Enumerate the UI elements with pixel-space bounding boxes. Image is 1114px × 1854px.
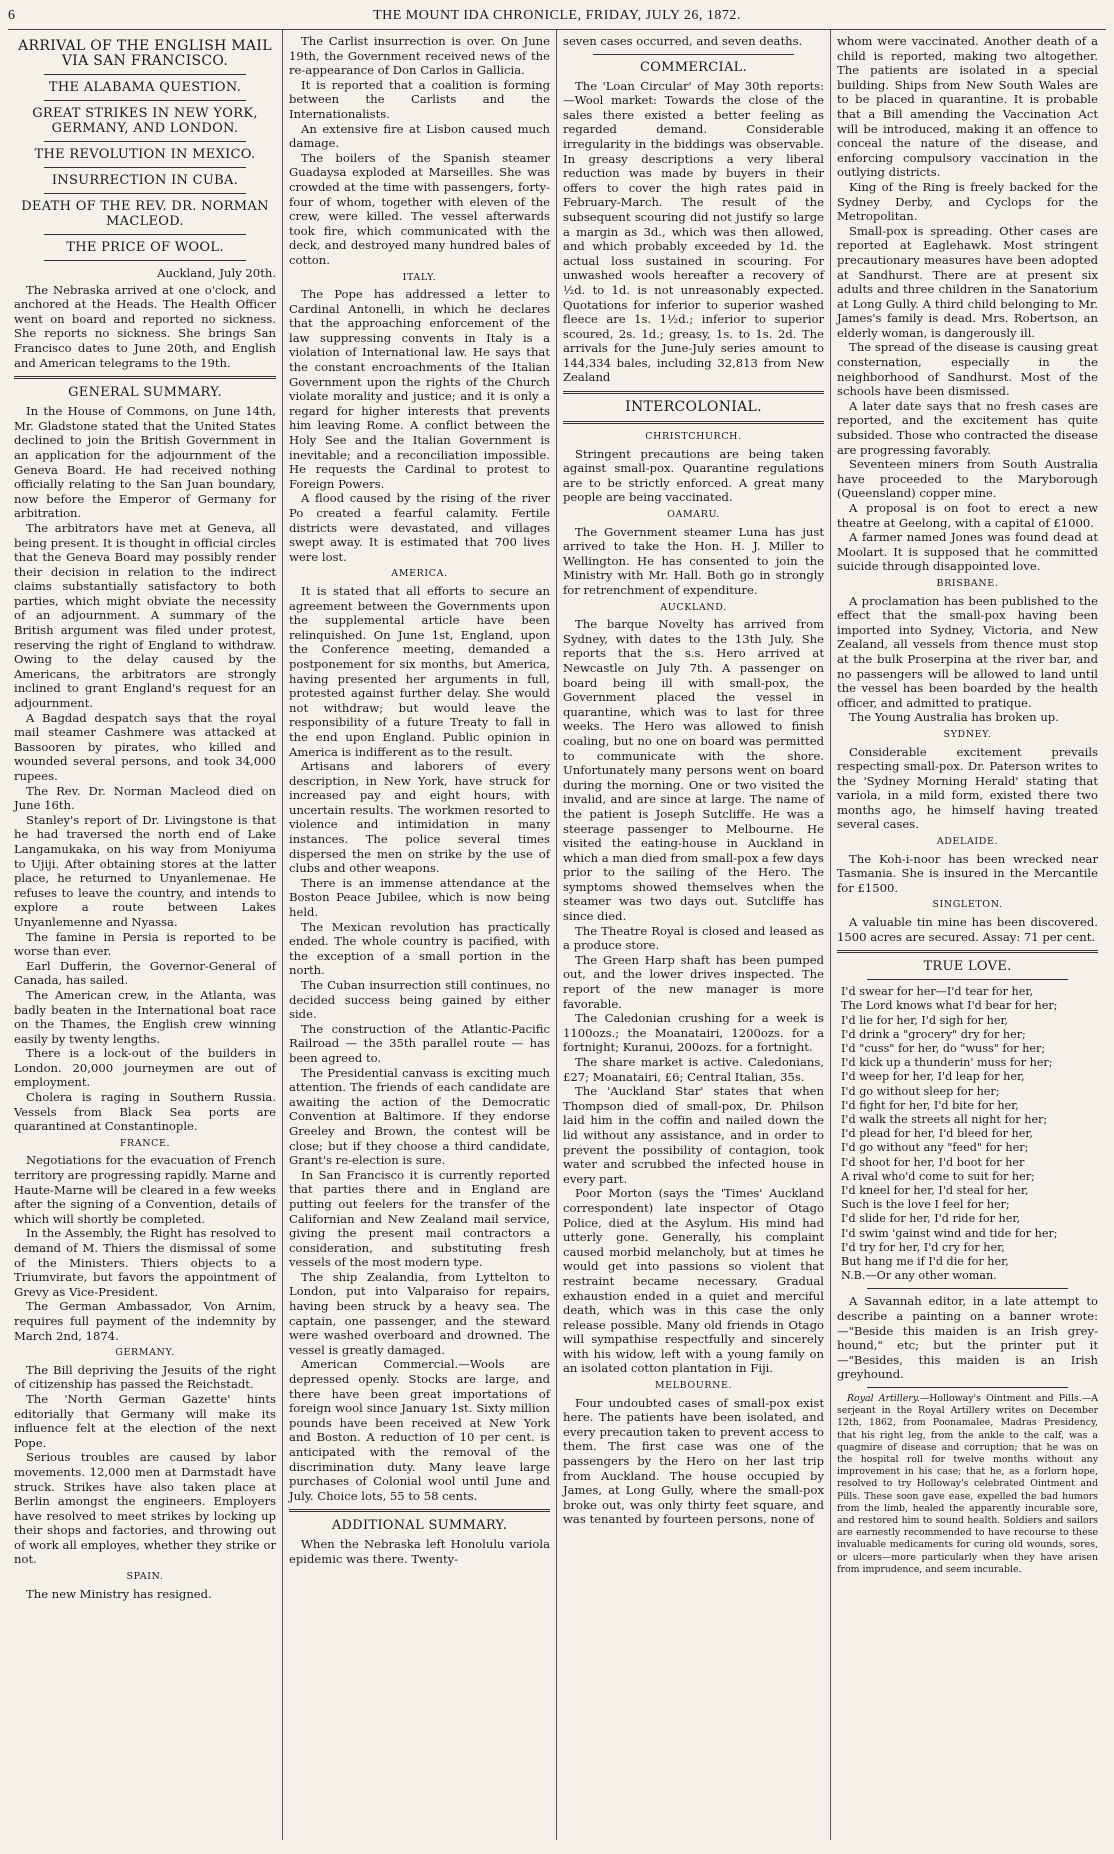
paragraph: The Young Australia has broken up. [849,710,1059,725]
paragraph: King of the Ring is freely backed for the Sydney Derby, and Cyclops for the Metropolitan. [837,179,1098,224]
paragraph: In the Assembly, the Right has resolved to demand of M. Thiers the dismissal of some of the Ministers. Thiers objects to a Triumvirate, but favors the appointment of Grevy as Vice-President. [14,1226,276,1299]
subheading: AMERICA. [391,568,448,580]
headline: INSURRECTION IN CUBA. [51,173,239,188]
paragraph: Seventeen miners from South Australia have proceeded to the Maryborough (Queensland) copper mine. [837,457,1098,501]
paragraph: The Bill depriving the Jesuits of the right of citizenship has passed the Reichstadt. [14,1362,276,1392]
headline: THE PRICE OF WOOL. [66,240,224,255]
paragraph: Serious troubles are caused by labor movements. 12,000 men at Darmstadt have struck. Strikes have also taken place at Berlin amongst the engineers. Employers have resolved to meet strikes by locking up their shops and factories, and throwing out of work all employes, whether they strike or not. [14,1450,276,1567]
section-heading: TRUE LOVE. [923,959,1012,975]
paragraph: Earl Dufferin, the Governor-General of Canada, has sailed. [14,958,276,988]
advertisement [837,1393,1098,1576]
paragraph: The Rev. Dr. Norman Macleod died on June 16th. [14,783,276,813]
poem-line: I'd fight for her, I'd bite for her, [841,1098,1019,1112]
paragraph: Small-pox is spreading. Other cases are reported at Eaglehawk. Most stringent precautionary measures have been adopted at Sandhurst. There are at present six adults and three children in the Sanatorium at Long Gully. A third child belonging to Mr. James's family is dead. Mrs. Robertson, an elderly woman, is dangerously ill. [837,223,1098,340]
column-1 [8,30,282,1840]
subheading: ADELAIDE. [936,836,999,848]
subheading: MELBOURNE. [654,1380,733,1392]
paragraph: The spread of the disease is causing great consternation, especially in the neighborhood of Sandhurst. Most of the schools have been dismissed. [837,340,1098,399]
poem-line: Such is the love I feel for her; [841,1198,1010,1212]
section-heading: COMMERCIAL. [639,59,748,75]
paragraph: Stanley's report of Dr. Livingstone is that he had traversed the north end of Lake Langamukaka, on his way from Moniyuma to Ujiji. After obtaining stores at the latter place, he returned to Unyanlemenae. He refuses to leave the country, and intends to explore a route between Lakes Unyanlemenne and Nyassa. [14,812,276,929]
poem-line: I'd kneel for her, I'd steal for her, [841,1184,1029,1198]
paragraph: The Caledonian crushing for a week is 1100ozs.; the Moanatairi, 1200ozs. for a fortnight; Kuranui, 200ozs. for a fortnight. [563,1011,824,1055]
headline: ARRIVAL OF THE ENGLISH MAIL VIA SAN FRANCISCO. [18,38,272,69]
columns [8,30,1106,1840]
paragraph: The Government steamer Luna has just arrived to take the Hon. H. J. Miller to Wellington. He has consented to join the Ministry with Mr. Hall. Both go in strongly for retrenchment of expenditure. [563,524,824,597]
paragraph: The famine in Persia is reported to be worse than ever. [14,929,276,959]
poem-line: I'd weep for her, I'd leap for her, [841,1070,1025,1084]
paragraph: Poor Morton (says the 'Times' Auckland correspondent) late inspector of Otago Police, died at the Asylum. His mind had utterly gone. Generally, his complaint caused morbid melancholy, but at times he would get into passions so violent that restraint became necessary. Gradual exhaustion ended in a quiet and merciful death, which was in this case the only release possible. Many old friends in Otago will sympathise respectfully and sincerely with his widow, left with a young family on an isolated cotton plantation in Fiji. [563,1186,824,1376]
paragraph: It is stated that all efforts to secure an agreement between the Governments upon the supplemental article have been relinquished. On June 1st, England, upon the Conference meeting, demanded a postponement for six months, but America, having presented her arguments in full, protested against further delay. She would not withdraw; but would leave the responsibility of a future Treaty to fall in the end upon England. Public opinion in America is indifferent as to the result. [289,583,550,759]
paragraph: The Green Harp shaft has been pumped out, and the lower drives inspected. The report of the new manager is more favorable. [563,952,824,1011]
poem-line: I'd drink a "grocery" dry for her; [841,1027,1026,1041]
poem-line: But hang me if I'd die for her, [841,1255,1009,1269]
poem-line: I'd swim 'gainst wind and tide for her; [841,1226,1058,1240]
paragraph: The new Ministry has resigned. [26,1586,212,1601]
paragraph: A proclamation has been published to the effect that the small-pox having been imported into Sydney, Victoria, and New Zealand, all vessels from thence must stop at the bulk Proserpina at the river bar, and no passengers will be allowed to land until the vessel has been boarded by the health officer, and admitted to pratique. [837,593,1098,710]
paragraph: When the Nebraska left Honolulu variola epidemic was there. Twenty- [289,1537,550,1566]
poem [841,985,1098,1283]
subheading: CHRISTCHURCH. [645,431,742,443]
paragraph: A farmer named Jones was found dead at Moolart. It is supposed that he committed suicide through disappointed love. [837,530,1098,574]
paragraph: The 'North German Gazette' hints editorially that Germany will make its influence felt at the election of the next Pope. [14,1391,276,1450]
paragraph: The share market is active. Caledonians, £27; Moanatairi, £6; Central Italian, 35s. [563,1055,824,1084]
paragraph: The Theatre Royal is closed and leased as a produce store. [563,923,824,953]
paragraph: The Carlist insurrection is over. On June 19th, the Government received news of the re-appearance of Don Carlos in Gallicia. [289,34,550,78]
paragraph: Four undoubted cases of small-pox exist here. The patients have been isolated, and every precaution taken to prevent access to them. The first case was one of the passengers by the Hero on her last trip from Auckland. The house occupied by James, at Long Gully, where the small-pox broke out, was only thirty feet square, and was tenanted by fourteen persons, none of [563,1395,824,1527]
paragraph: The Nebraska arrived at one o'clock, and anchored at the Heads. The Health Officer went on board and reported no sickness. She reports no sickness. She brings San Francisco dates to June 20th, and English and American telegrams to the 19th. [14,282,276,370]
paragraph: The German Ambassador, Von Arnim, requires full payment of the indemnity by March 2nd, 1874. [14,1299,276,1343]
paragraph: A valuable tin mine has been discovered. 1500 acres are secured. Assay: 71 per cent. [837,915,1098,944]
paragraph: There is an immense attendance at the Boston Peace Jubilee, which is now being held. [289,875,550,920]
subheading: SINGLETON. [932,899,1003,911]
poem-line: I'd shoot for her, I'd boot for her [841,1155,1025,1169]
column-3 [556,30,830,1840]
paragraph: The barque Novelty has arrived from Sydney, with dates to the 13th July. She reports that the s.s. Hero arrived at Newcastle on July 7th. A passenger on board being ill with small-pox, the Government placed the vessel in quarantine, which was to last for three weeks. The Hero was allowed to finish coaling, but no one on board was permitted to communicate with the shore. Unfortunately many persons went on board during the morning. One or two visited the invalid, and are since at large. The name of the patient is Joseph Sutcliffe. He was a steerage passenger to Melbourne. He visited the eating-house in Auckland in which a man died from small-pox a few days prior to the sailing of the Hero. The symptoms showed themselves when the steamer was two days out. Sutcliffe has since died. [563,617,824,924]
poem-line: I'd try for her, I'd cry for her, [841,1240,1005,1254]
paragraph: seven cases occurred, and seven deaths. [563,34,803,48]
paragraph: The Presidential canvass is exciting much attention. The friends of each candidate are awaiting the action of the Democratic Convention at Baltimore. If they endorse Greeley and Brown, the contest will be close; but if they choose a third candidate, Grant's re-election is sure. [289,1065,550,1168]
paragraph: In San Francisco it is currently reported that parties there and in England are putting out feelers for the transfer of the Californian and New Zealand mail service, giving the present mail contractors a consideration, and substituting fresh vessels of the most modern type. [289,1167,550,1270]
paragraph: The American crew, in the Atlanta, was badly beaten in the International boat race on the Thames, the English crew winning easily by twenty lengths. [14,987,276,1046]
paragraph: whom were vaccinated. Another death of a child is reported, making two altogether. The patients are isolated in a special building. Ships from New South Wales are to be placed in quarantine. It is probable that a Bill amending the Vaccination Act will be introduced, making it an offence to conceal the nature of the disease, and enforcing compulsory vaccination in the outlying districts. [837,34,1098,180]
subheading: GERMANY. [115,1347,175,1359]
section-heading: INTERCOLONIAL. [625,399,762,416]
poem-line: I'd slide for her, I'd ride for her, [841,1212,1021,1226]
paragraph: The Koh-i-noor has been wrecked near Tasmania. She is insured in the Mercantile for £1500. [837,851,1098,895]
subheading: FRANCE. [119,1137,171,1149]
page-number: 6 [8,8,16,23]
section-heading: GENERAL SUMMARY. [68,385,222,401]
paragraph: A Bagdad despatch says that the royal mail steamer Cashmere was attacked at Bassooren by pirates, who killed and wounded several persons, and took 34,000 rupees. [14,710,276,783]
poem-line: I'd go without sleep for her; [841,1084,1000,1098]
poem-line: I'd plead for her, I'd bleed for her, [841,1127,1033,1141]
column-2 [282,30,556,1840]
poem-line: I'd swear for her—I'd tear for her, [841,985,1034,999]
paragraph: The ship Zealandia, from Lyttelton to London, put into Valparaiso for repairs, having been struck by a heavy sea. The captain, one passenger, and the steward were washed overboard and drowned. The vessel is greatly damaged. [289,1269,550,1357]
paragraph: In the House of Commons, on June 14th, Mr. Gladstone stated that the United States declined to join the British Government in an application for the adjournment of the Geneva Board. He had received nothing officially relating to the San Juan boundary, now before the Emperor of Germany for arbitration. [14,404,276,521]
poem-line: A rival who'd come to suit for her; [841,1169,1035,1183]
paragraph: Negotiations for the evacuation of French territory are progressing rapidly. Marne and Haute-Marne will be cleared in a few weeks after the signing of a Convention, details of which will shortly be completed. [14,1153,276,1226]
paragraph: Artisans and laborers of every description, in New York, have struck for increased pay and eight hours, with uncertain results. The workmen resorted to violence and intimidation in many instances. The police several times dispersed the men on strike by the use of clubs and other weapons. [289,759,550,876]
paragraph: American Commercial.—Wools are depressed openly. Stocks are large, and there have been great importations of foreign wool since January 1st. Sixty million pounds have been received at New York and Boston. A reduction of 10 per cent. is anticipated with the removal of the discrimination duty. Many leave large purchases of Colonial wool until June and July. Choice lots, 55 to 58 cents. [289,1357,550,1503]
headline: THE REVOLUTION IN MEXICO. [34,147,256,162]
subheading: AUCKLAND. [660,601,727,613]
poem-line: I'd lie for her, I'd sigh for her, [841,1013,1009,1027]
paragraph: A Savannah editor, in a late attempt to describe a painting on a banner wrote:—"Beside this maiden is an Irish grey-hound," etc; but the printer put it—"Besides, this maiden is an Irish greyhound. [837,1294,1098,1382]
ad-title: Royal Artillery. [847,1393,920,1405]
paragraph: The construction of the Atlantic-Pacific Railroad — the 35th parallel route — has been agreed to. [289,1021,550,1065]
subheading: SPAIN. [126,1571,164,1583]
subheading: ITALY. [402,271,437,283]
paragraph: An extensive fire at Lisbon caused much damage. [289,121,550,151]
masthead [8,6,1106,30]
paragraph: The Mexican revolution has practically ended. The whole country is pacified, with the exception of a small portion in the north. [289,919,550,978]
paragraph: The arbitrators have met at Geneva, all being present. It is thought in official circles that the Geneva Board may possibly render their decision in relation to the indirect claims substantially satisfactory to both parties, which might obviate the necessity of an adjournment. A summary of the British argument was filed under protest, reserving the right of England to withdraw. Owing to the delay caused by the Americans, the arbitrators are strongly inclined to grant England's request for an adjournment. [14,520,276,711]
paragraph: A later date says that no fresh cases are reported, and the excitement has quite subsided. Those who contracted the disease are progressing favorably. [837,398,1098,457]
dateline: Auckland, July 20th. [157,266,276,280]
paragraph: There is a lock-out of the builders in London. 20,000 journeymen are out of employment. [14,1046,276,1090]
paragraph: A proposal is on foot to erect a new theatre at Geelong, with a capital of £1000. [837,501,1098,530]
paragraph: Considerable excitement prevails respecting small-pox. Dr. Paterson writes to the 'Sydney Morning Herald' stating that variola, in a mild form, existed there two months ago, he himself having treated several cases. [837,744,1098,832]
paragraph: The Cuban insurrection still continues, no decided success being gained by either side. [289,978,550,1022]
paragraph: Cholera is raging in Southern Russia. Vessels from Black Sea ports are quarantined at Constantinople. [14,1090,276,1134]
headline: GREAT STRIKES IN NEW YORK, GERMANY, AND LONDON. [32,106,258,136]
headline: DEATH OF THE REV. DR. NORMAN MACLEOD. [21,199,269,229]
subheading: OAMARU. [667,509,720,521]
paragraph: Stringent precautions are being taken against small-pox. Quarantine regulations are to be strictly enforced. A great many people are being vaccinated. [563,446,824,505]
headline: THE ALABAMA QUESTION. [48,80,242,95]
newspaper-title: THE MOUNT IDA CHRONICLE, FRIDAY, JULY 26, 1872. [373,8,741,23]
poem-line: I'd walk the streets all night for her; [841,1113,1048,1127]
paragraph: The Pope has addressed a letter to Cardinal Antonelli, in which he declares that the approaching enforcement of the law suppressing convents in Italy is a violation of International law. He says that the constant encroachments of the Italian Government upon the rights of the Church violate morality and justice; and it is only a regard for higher interests that prevents him leaving Rome. A conflict between the Holy See and the Italian Government is inevitable; and a reconciliation impossible. He requests the Cardinal to protest to Foreign Powers. [289,287,550,491]
poem-line: I'd kick up a thunderin' muss for her; [841,1056,1053,1070]
poem-line: I'd "cuss" for her, do "wuss" for her; [841,1042,1046,1056]
poem-line: N.B.—Or any other woman. [841,1269,997,1283]
paragraph: The 'Loan Circular' of May 30th reports:—Wool market: Towards the close of the sales there existed a better feeling as regarded demand. Considerable irregularity in the biddings was observable. In greasy descriptions a very liberal reduction was made by buyers in their offers to cover the high rates paid in February-March. The result of the subsequent scouring did not justify so large a margin as 3d., which was then allowed, and which probably exceeded by 1d. the actual loss sustained in scouring. For unwashed wools hereafter a recovery of ½d. to 1d. is not unreasonably expected. Quotations for inferior to superior washed fleece are 1s. 1½d.; inferior to superior scoured, 2s. 1d.; greasy, 1s. to 1s. 2d. The arrivals for the June-July series amount to 144,334 bales, including 32,813 from New Zealand [563,78,824,385]
paragraph: A flood caused by the rising of the river Po created a fearful calamity. Fertile districts were devastated, and villages swept away. It is estimated that 700 lives were lost. [289,491,550,564]
paragraph: The boilers of the Spanish steamer Guadaysa exploded at Marseilles. She was crowded at the time with passengers, forty-four of whom, together with eleven of the crew, were killed. The vessel afterwards took fire, which communicated with the deck, and destroyed many hundred bales of cotton. [289,150,550,267]
paragraph: It is reported that a coalition is forming between the Carlists and the Internationalists. [289,77,550,121]
paragraph: The 'Auckland Star' states that when Thompson died of small-pox, Dr. Philson laid him in the coffin and nailed down the lid without any assistance, and in order to prevent the possibility of contagion, took water and scrubbed the infected house in every part. [563,1084,824,1186]
ad-text: —Holloway's Ointment and Pills.—A serjeant in the Royal Artillery writes on December 12th, 1862, from Poonamalee, Madras Presidency, that his right leg, from the ankle to the calf, was a quagmire of disease and corruption; that he was on the hospital roll for twelve months without any improvement in his case; that he, as a forlorn hope, resolved to try Holloway's celebrated Ointment and Pills. These soon gave ease, expelled the bad humors from the limb, healed the apparently incurable sore, and restored him to sound health. Soldiers and sailors are earnestly recommended to have recourse to these invaluable medicaments for curing old wounds, sores, or ulcers—more particularly when they have arisen from imprudence, and seem incurable. [837,1393,1098,1575]
column-4 [830,30,1104,1840]
poem-line: The Lord knows what I'd bear for her; [841,999,1058,1013]
subheading: BRISBANE. [936,577,999,589]
subheading: SYDNEY. [943,728,992,740]
poem-line: I'd go without any "feed" for her; [841,1141,1029,1155]
section-heading: ADDITIONAL SUMMARY. [331,1518,508,1534]
